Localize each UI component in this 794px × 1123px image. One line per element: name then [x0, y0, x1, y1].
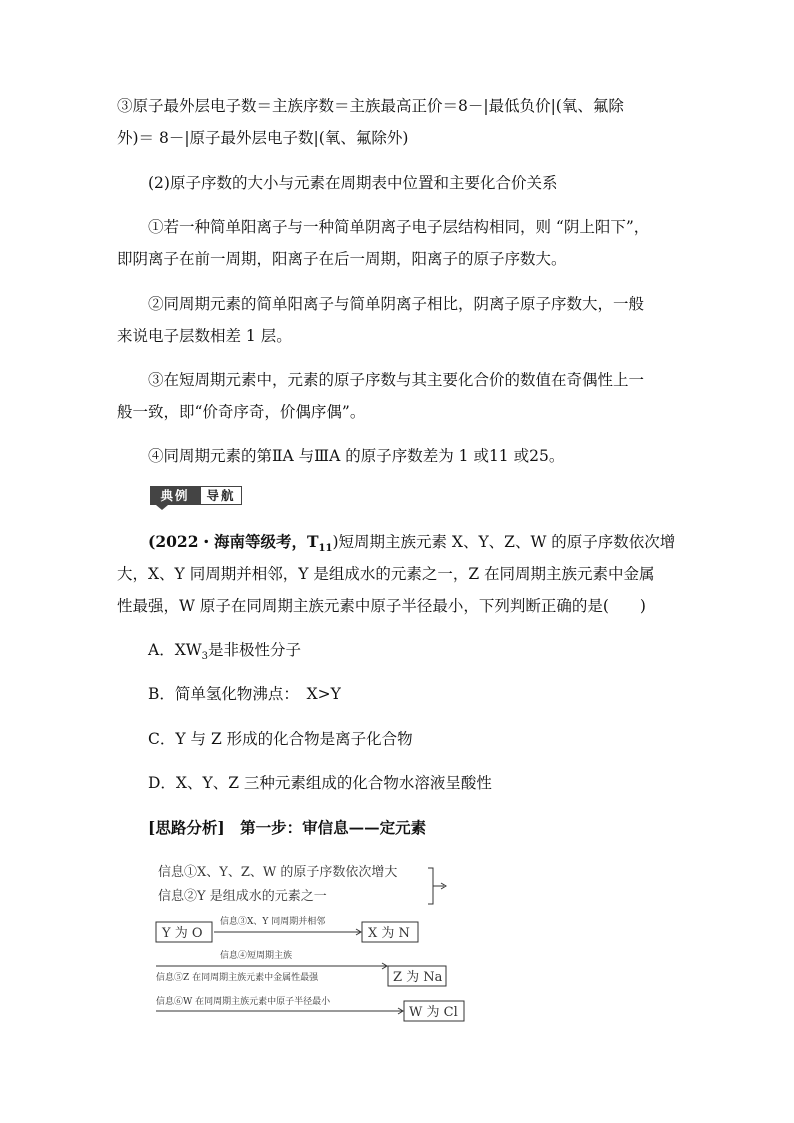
text-line: ①若一种简单阳离子与一种简单阴离子电子层结构相同，则 “阴上阳下”，	[148, 218, 650, 236]
diagram-info6: 信息⑥W 在同周期主族元素中原子半径最小	[156, 997, 331, 1007]
option-b: B．简单氢化物沸点： X>Y	[148, 685, 341, 703]
text-line: 般一致，即“价奇序奇，价偶序偶”。	[117, 403, 366, 421]
text-line: ③在短周期元素中，元素的原子序数与其主要化合价的数值在奇偶性上一	[148, 371, 645, 389]
badge-right: 导航	[200, 486, 242, 505]
diagram-info3: 信息③X、Y 同周期并相邻	[220, 917, 326, 927]
text-line: (2)原子序数的大小与元素在周期表中位置和主要化合价关系	[148, 174, 558, 192]
text-line: 来说电子层数相差 1 层。	[117, 327, 292, 345]
option-a-text: A．XW	[148, 641, 202, 659]
text-line: 外)＝ 8－|原子最外层电子数|(氧、氟除外)	[117, 129, 409, 147]
diagram-box-w-label: W 为 Cl	[409, 1005, 458, 1020]
badge-tail	[156, 505, 168, 510]
diagram-box-x-label: X 为 N	[368, 926, 410, 941]
option-a-sub: 3	[201, 651, 209, 663]
text-line: ③原子最外层电子数＝主族序数＝主族最高正价＝8－|最低负价|(氧、氟除	[117, 97, 624, 115]
text-line: 即阴离子在前一周期，阳离子在后一周期，阳离子的原子序数大。	[117, 250, 567, 268]
diagram-info2: 信息②Y 是组成水的元素之一	[158, 889, 327, 904]
diagram-info5: 信息⑤Z 在同周期主族元素中金属性最强	[156, 973, 319, 983]
question-line	[148, 532, 675, 559]
option-a	[148, 640, 301, 667]
text-line: ②同周期元素的简单阳离子与简单阴离子相比，阴离子原子序数大，一般	[148, 295, 645, 313]
element-deduction-diagram	[150, 860, 480, 1030]
diagram-box-z-label: Z 为 Na	[393, 970, 443, 985]
question-text: )短周期主族元素 X、Y、Z、W 的原子序数依次增	[332, 533, 676, 551]
badge-left: 典例	[150, 486, 200, 505]
option-d: D．X、Y、Z 三种元素组成的化合物水溶液呈酸性	[148, 774, 492, 792]
diagram-info4: 信息④短周期主族	[220, 951, 293, 961]
question-source: (2022・海南等级考，T	[148, 532, 319, 551]
question-line: 大，X、Y 同周期并相邻，Y 是组成水的元素之一，Z 在同周期主族元素中金属	[117, 565, 655, 583]
example-guide-badge	[150, 486, 242, 505]
diagram-box-y-label: Y 为 O	[162, 926, 203, 941]
text-line: ④同周期元素的第ⅡA 与ⅢA 的原子序数差为 1 或11 或25。	[148, 447, 565, 465]
diagram-info1: 信息①X、Y、Z、W 的原子序数依次增大	[158, 865, 398, 880]
diagram-bracket	[428, 868, 433, 904]
question-source-sub: 11	[318, 543, 333, 555]
option-c: C．Y 与 Z 形成的化合物是离子化合物	[148, 730, 413, 748]
question-line: 性最强，W 原子在同周期主族元素中原子半径最小，下列判断正确的是( )	[117, 597, 646, 615]
analysis-heading: [思路分析] 第一步：审信息——定元素	[148, 818, 427, 837]
option-a-rest: 是非极性分子	[208, 641, 302, 659]
